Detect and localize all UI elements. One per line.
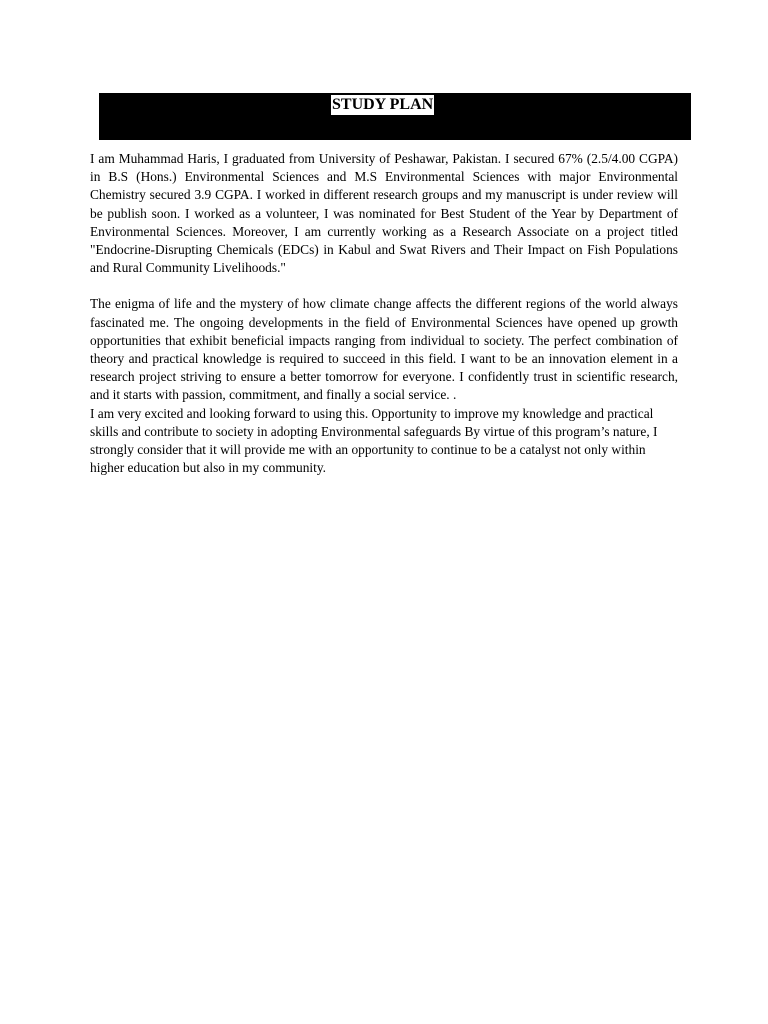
paragraph-conclusion: I am very excited and looking forward to using this. Opportunity to improve my knowledge and practical skills and contribute to society in adopting Environmental safeguards By virtue of this program’s nature, I strongly consider that it will provide me with an opportunity to continue to be a catalyst not only within higher education but also in my community. [90, 405, 658, 476]
paragraph-introduction: I am Muhammad Haris, I graduated from University of Peshawar, Pakistan. I secured 67% (2.5/4.00 CGPA) in B.S (Hons.) Environmental Sciences and M.S Environmental Sciences with major Environmental Chemistry secured 3.9 CGPA. I worked in different research groups and my manuscript is under review will be publish soon. I worked as a volunteer, I was nominated for Best Student of the Year by Department of Environmental Sciences. Moreover, I am currently working as a Research Associate on a project titled "Endocrine-Disrupting Chemicals (EDCs) in Kabul and Swat Rivers and Their Impact on Fish Populations and Rural Community Livelihoods." [90, 151, 678, 276]
page-title: STUDY PLAN [332, 96, 434, 113]
document-body [90, 150, 678, 477]
title-banner [99, 93, 691, 140]
paragraph-motivation: The enigma of life and the mystery of how climate change affects the different regions of the world always fascinated me. The ongoing developments in the field of Environmental Sciences have opened up growth opportunities that exhibit beneficial impacts ranging from individual to society. The perfect combination of theory and practical knowledge is required to succeed in this field. I want to be an innovation element in a research project striving to ensure a better tomorrow for everyone. I confidently trust in scientific research, and it starts with passion, commitment, and finally a social service. . [90, 296, 678, 403]
